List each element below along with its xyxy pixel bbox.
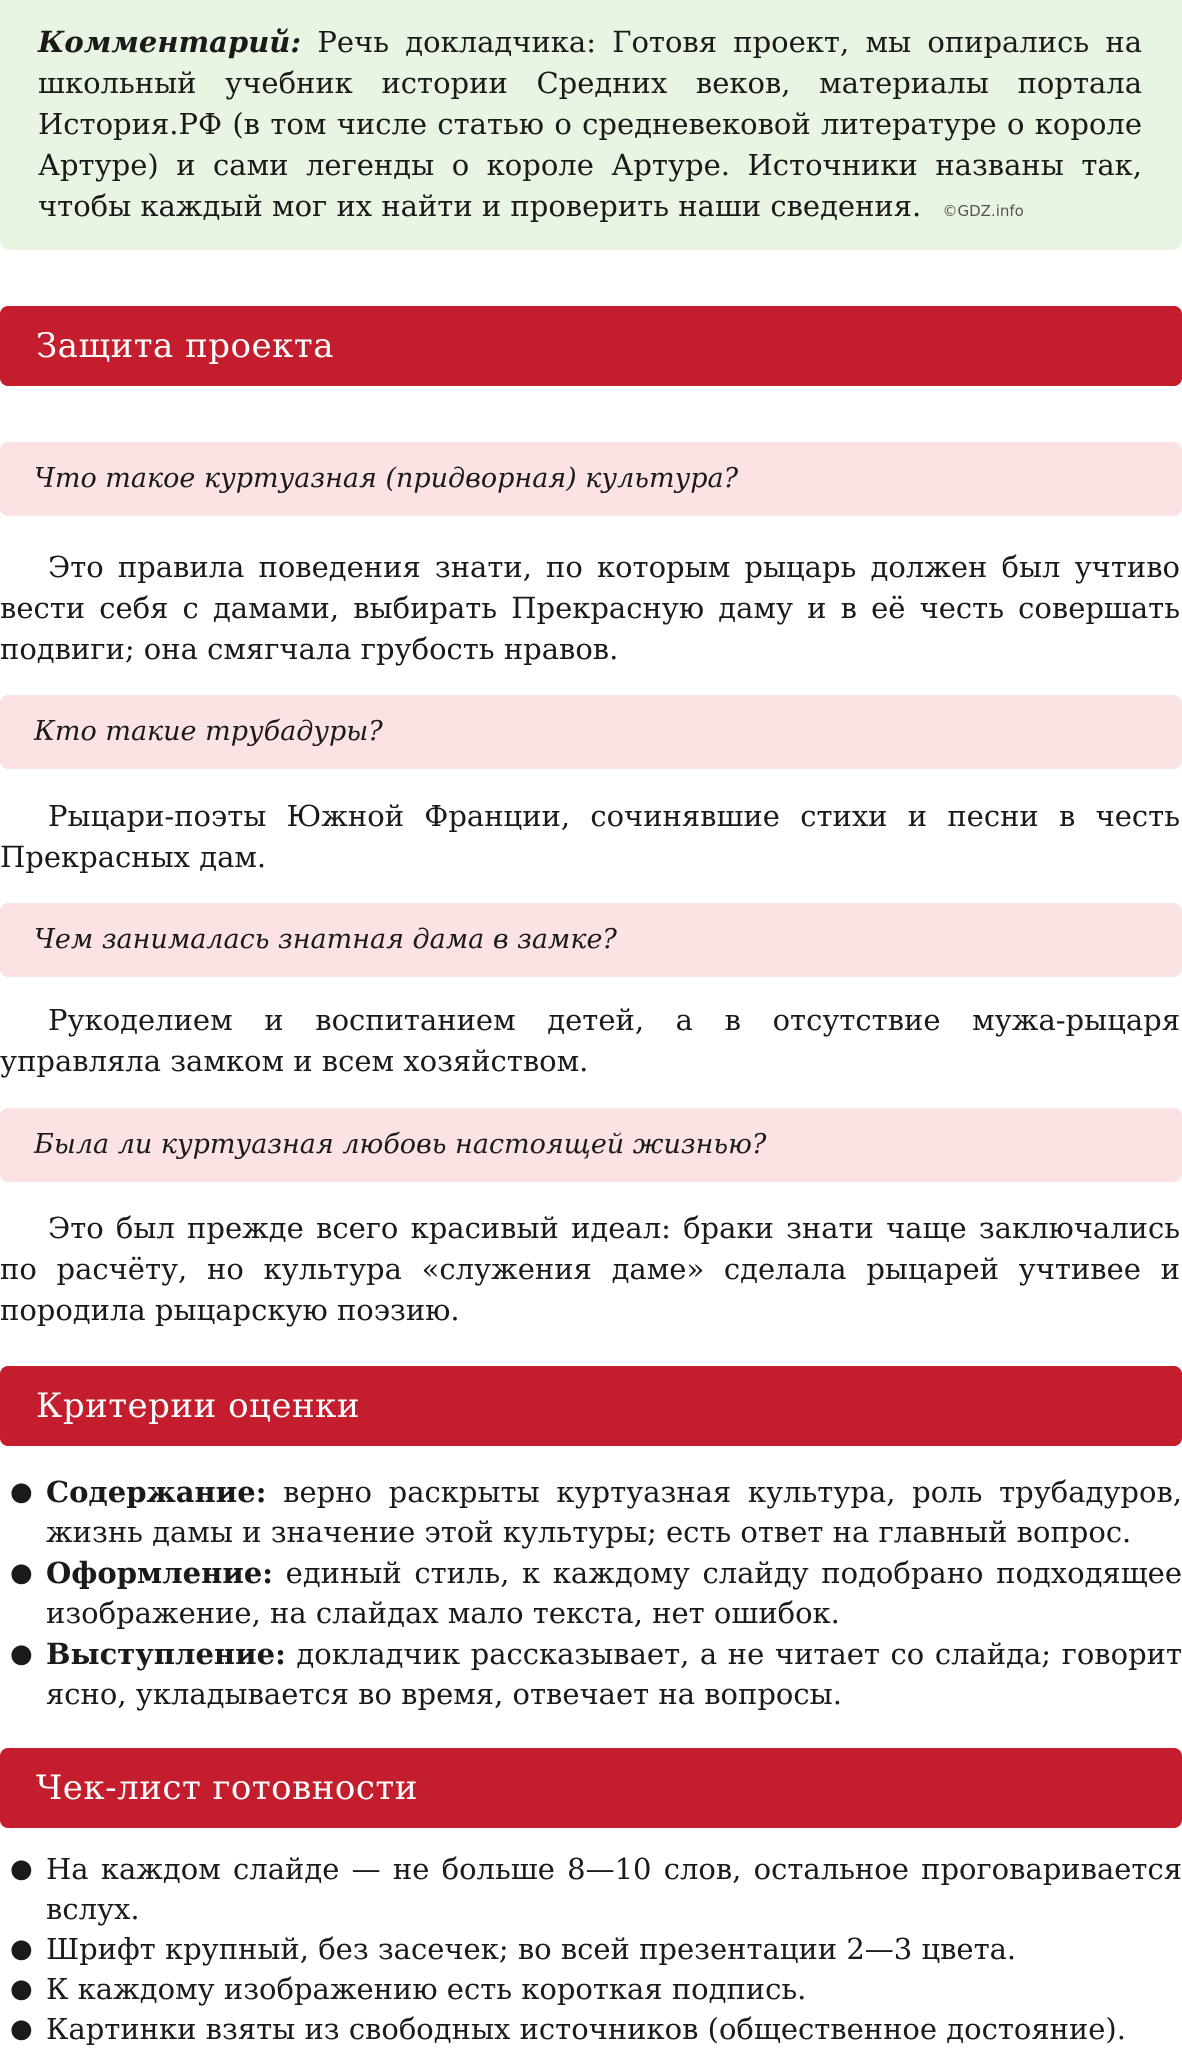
answer-1: Это правила поведения знати, по которым рыцарь должен был учтиво вести себя с дамами, выбирать Прекрасную даму и в её честь совершать подвиги; она смягчала грубость нравов. — [0, 550, 1180, 666]
criteria-list — [0, 1472, 1182, 1715]
question-2: Кто такие трубадуры? — [0, 695, 1182, 769]
bullet-icon: ● — [10, 1639, 33, 1669]
bullet-icon: ● — [10, 2014, 33, 2044]
criteria-term: Выступление: — [46, 1637, 286, 1671]
bullet-icon: ● — [10, 1854, 33, 1884]
section-header-criteria: Критерии оценки — [0, 1366, 1182, 1446]
bullet-icon: ● — [10, 1934, 33, 1964]
checklist-text: К каждому изображению есть короткая подпись. — [46, 1972, 807, 2006]
comment-lead: Комментарий: — [38, 25, 302, 59]
question-4: Была ли куртуазная любовь настоящей жизнью? — [0, 1108, 1182, 1182]
criteria-item — [0, 1472, 1182, 1552]
answer-4: Это был прежде всего красивый идеал: браки знати чаще заключались по расчёту, но культура «служения даме» сделала рыцарей учтивее и породила рыцарскую поэзию. — [0, 1211, 1180, 1327]
checklist-item — [0, 1929, 1182, 1969]
bullet-icon: ● — [10, 1477, 33, 1507]
section-header-checklist: Чек-лист готовности — [0, 1748, 1182, 1828]
criteria-text: докладчик рассказывает, а не читает со слайда; говорит ясно, укладывается во время, отвечает на вопросы. — [46, 1637, 1182, 1711]
checklist-item — [0, 2009, 1182, 2049]
checklist-item — [0, 1849, 1182, 1929]
checklist-text: Шрифт крупный, без засечек; во всей презентации 2—3 цвета. — [46, 1932, 1017, 1966]
comment-text: Речь докладчика: Готовя проект, мы опирались на школьный учебник истории Средних веков, материалы портала История.РФ (в том числе статью о средневековой литературе о короле Артуре) и сами легенды о короле Артуре. Источники названы так, чтобы каждый мог их найти и проверить наши сведения. — [38, 25, 1143, 223]
criteria-text: единый стиль, к каждому слайду подобрано подходящее изображение, на слайдах мало текста, нет ошибок. — [46, 1556, 1182, 1630]
criteria-term: Оформление: — [46, 1556, 274, 1590]
bullet-icon: ● — [10, 1974, 33, 2004]
checklist-text: Картинки взяты из свободных источников (общественное достояние). — [46, 2012, 1126, 2046]
answer-3: Рукоделием и воспитанием детей, а в отсутствие мужа-рыцаря управляла замком и всем хозяйством. — [0, 1003, 1180, 1078]
criteria-item — [0, 1553, 1182, 1633]
question-1: Что такое куртуазная (придворная) культура? — [0, 442, 1182, 516]
watermark-mark: ©GDZ.info — [942, 202, 1024, 220]
criteria-term: Содержание: — [46, 1475, 267, 1509]
section-header-defense: Защита проекта — [0, 306, 1182, 386]
criteria-item — [0, 1634, 1182, 1714]
checklist-list — [0, 1849, 1182, 2049]
question-3: Чем занималась знатная дама в замке? — [0, 903, 1182, 977]
checklist-item — [0, 1969, 1182, 2009]
checklist-text: На каждом слайде — не больше 8—10 слов, остальное проговаривается вслух. — [46, 1852, 1182, 1926]
criteria-text: верно раскрыты куртуазная культура, роль трубадуров, жизнь дамы и значение этой культуры; есть ответ на главный вопрос. — [46, 1475, 1182, 1549]
answer-2: Рыцари-поэты Южной Франции, сочинявшие стихи и песни в честь Прекрасных дам. — [0, 799, 1180, 874]
comment-box — [0, 0, 1182, 250]
bullet-icon: ● — [10, 1558, 33, 1588]
